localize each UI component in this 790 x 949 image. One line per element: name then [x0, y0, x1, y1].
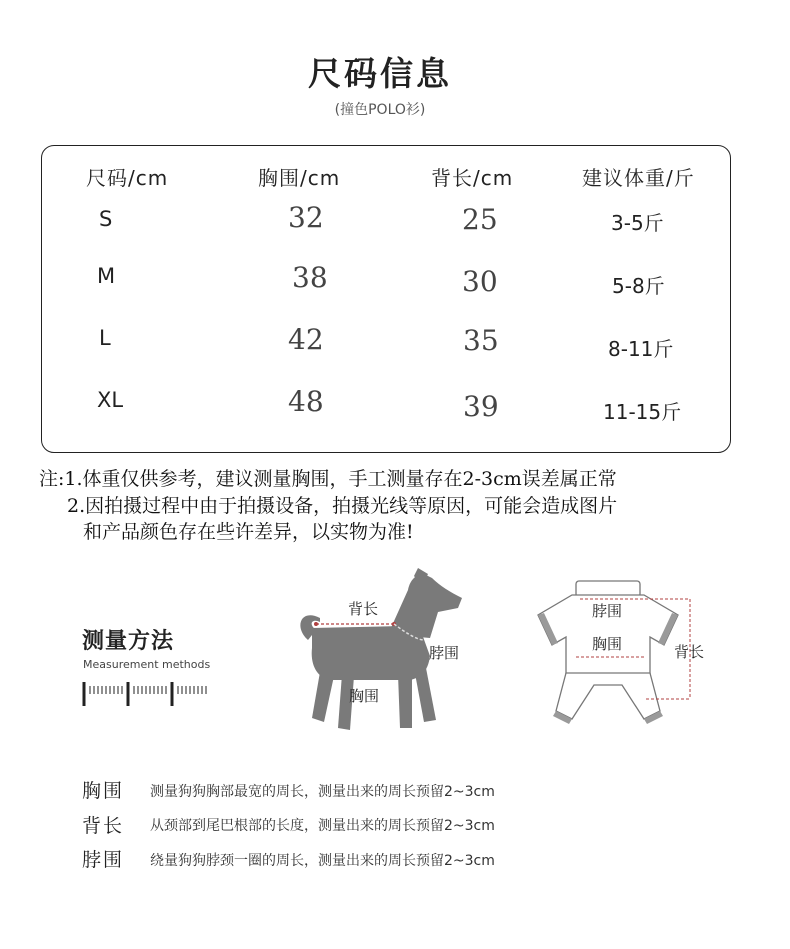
page-subtitle: (撞色POLO衫) — [334, 102, 426, 118]
shirt-label-back: 背长 — [674, 643, 705, 661]
table-row-chest: 48 — [288, 385, 324, 418]
glossary-desc: 绕量狗狗脖颈一圈的周长，测量出来的周长预留2~3cm — [150, 853, 495, 869]
table-row-back: 39 — [463, 390, 499, 423]
table-row-weight: 5-8斤 — [612, 274, 665, 298]
table-row-weight: 11-15斤 — [603, 400, 682, 424]
measurement-title: 测量方法 — [82, 629, 175, 654]
table-row-back: 25 — [462, 203, 498, 236]
table-row-weight: 3-5斤 — [611, 211, 664, 235]
col-header-chest: 胸围/cm — [258, 166, 341, 190]
col-header-size: 尺码/cm — [86, 166, 169, 190]
page-title: 尺码信息 — [308, 54, 452, 93]
glossary-term: 背长 — [82, 815, 125, 837]
table-row-chest: 32 — [288, 201, 324, 234]
note-line-2: 2.因拍摄过程中由于拍摄设备，拍摄光线等原因，可能会造成图片 — [67, 495, 618, 517]
shirt-label-neck: 脖围 — [592, 602, 623, 620]
shirt-illustration — [536, 575, 696, 735]
col-header-back: 背长/cm — [431, 166, 514, 190]
table-row-chest: 42 — [288, 323, 324, 356]
table-row-back: 35 — [463, 324, 499, 357]
table-row-size: M — [97, 264, 116, 288]
note-line-3: 和产品颜色存在些许差异，以实物为准! — [83, 521, 414, 543]
dog-label-chest: 胸围 — [349, 687, 380, 705]
table-row-weight: 8-11斤 — [608, 337, 674, 361]
measurement-subtitle: Measurement methods — [83, 658, 211, 671]
table-row-size: XL — [97, 388, 124, 412]
table-row-chest: 38 — [292, 261, 328, 294]
table-row-back: 30 — [462, 265, 498, 298]
glossary-term: 脖围 — [82, 849, 125, 871]
glossary-term: 胸围 — [82, 780, 125, 802]
ruler-icon — [82, 680, 212, 708]
note-line-1: 注:1.体重仅供参考，建议测量胸围，手工测量存在2-3cm误差属正常 — [39, 468, 617, 490]
col-header-weight: 建议体重/斤 — [582, 166, 695, 190]
glossary-desc: 从颈部到尾巴根部的长度，测量出来的周长预留2~3cm — [150, 818, 495, 834]
shirt-label-chest: 胸围 — [592, 635, 623, 653]
table-row-size: L — [99, 326, 111, 350]
table-row-size: S — [99, 207, 113, 231]
dog-label-neck: 脖围 — [429, 644, 460, 662]
dog-label-back: 背长 — [348, 600, 379, 618]
glossary-desc: 测量狗狗胸部最宽的周长，测量出来的周长预留2~3cm — [150, 784, 495, 800]
